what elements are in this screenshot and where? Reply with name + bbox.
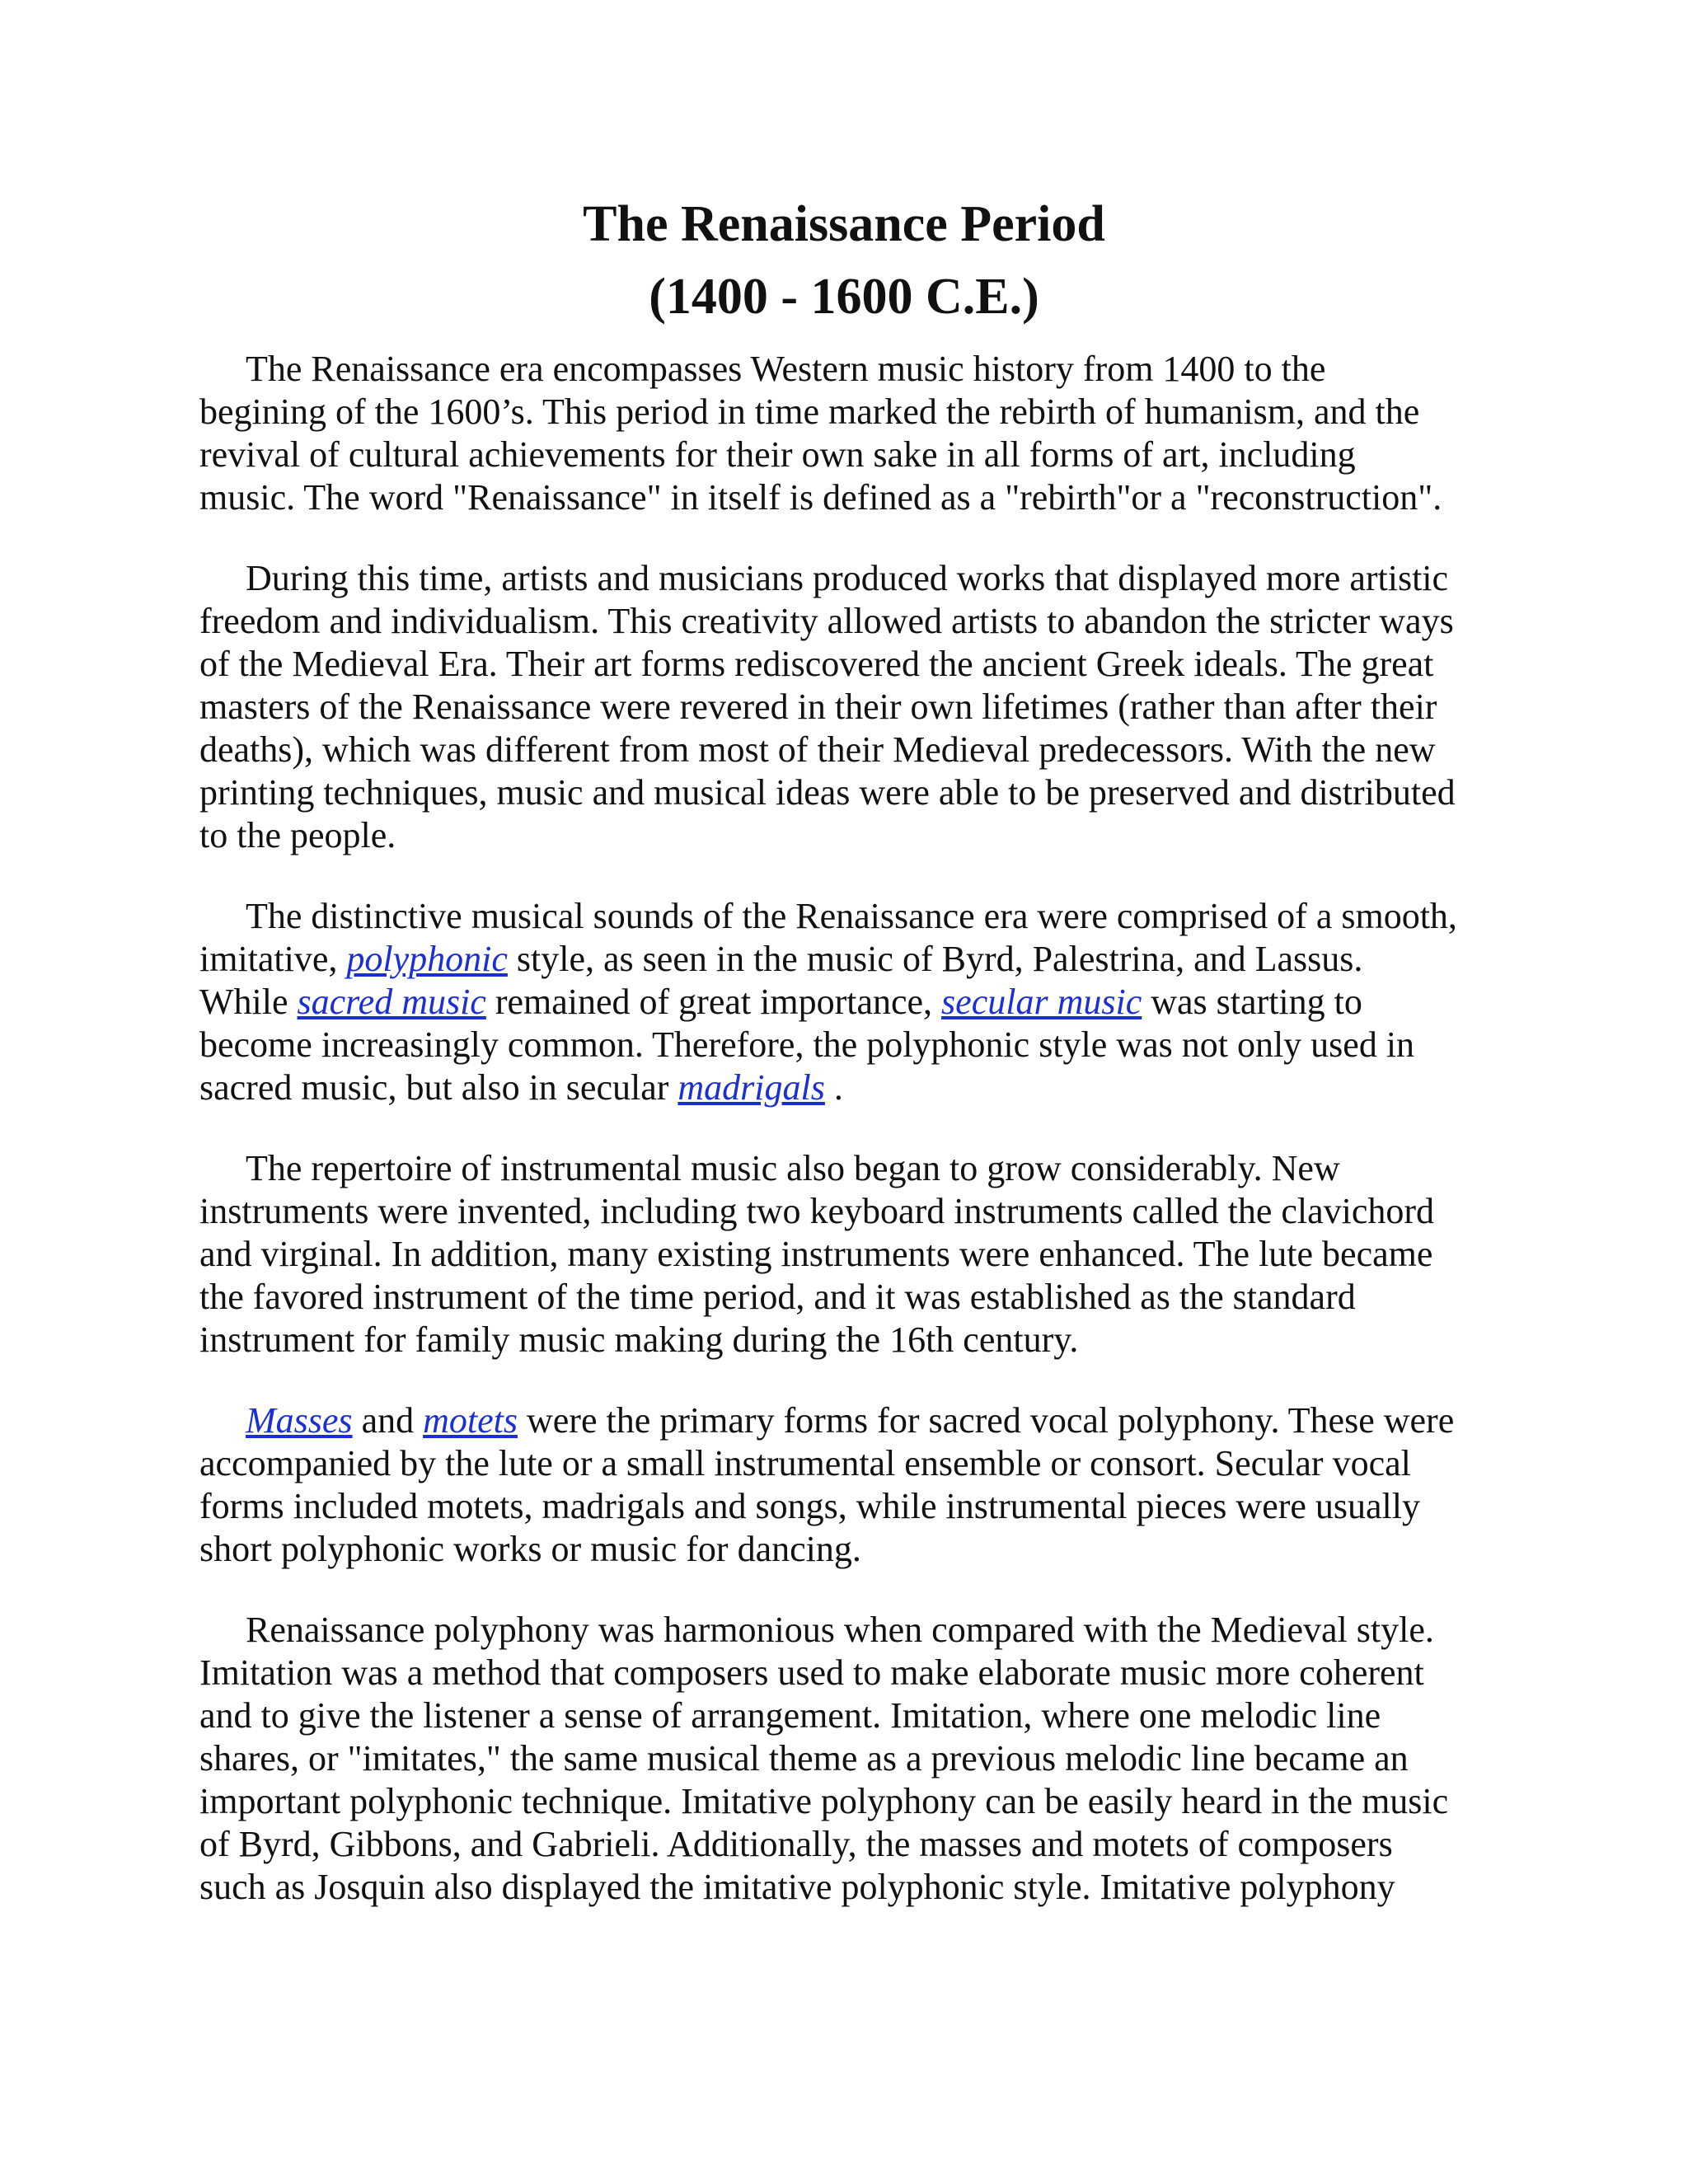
text-line: become increasingly common. Therefore, the polyphonic style was not only used in	[199, 1024, 1415, 1065]
text-line: such as Josquin also displayed the imitative polyphonic style. Imitative polyphony	[199, 1867, 1395, 1907]
text-line: masters of the Renaissance were revered in their own lifetimes (rather than after their	[199, 687, 1437, 727]
link-motets[interactable]: motets	[423, 1400, 518, 1441]
text-line: accompanied by the lute or a small instrumental ensemble or consort. Secular vocal	[199, 1443, 1411, 1483]
text-segment: While	[199, 982, 298, 1022]
text-line: printing techniques, music and musical ideas were able to be preserved and distributed	[199, 772, 1456, 813]
paragraph-6	[199, 1609, 1535, 1909]
text-line: forms included motets, madrigals and songs, while instrumental pieces were usually	[199, 1486, 1421, 1526]
text-segment: and	[352, 1400, 424, 1441]
text-line: of Byrd, Gibbons, and Gabrieli. Additionally, the masses and motets of composers	[199, 1824, 1393, 1864]
text-line	[199, 1066, 1535, 1109]
link-polyphonic[interactable]: polyphonic	[346, 939, 508, 979]
link-madrigals[interactable]: madrigals	[678, 1067, 825, 1108]
text-line: freedom and individualism. This creativity allowed artists to abandon the stricter ways	[199, 601, 1454, 641]
text-line	[199, 981, 1535, 1024]
text-line: short polyphonic works or music for dancing.	[199, 1529, 861, 1569]
text-line: revival of cultural achievements for their own sake in all forms of art, including	[199, 434, 1356, 475]
text-line: deaths), which was different from most of their Medieval predecessors. With the new	[199, 729, 1436, 770]
text-line: important polyphonic technique. Imitative polyphony can be easily heard in the music	[199, 1781, 1449, 1821]
text-segment: were the primary forms for sacred vocal polyphony. These were	[517, 1400, 1455, 1441]
text-segment: was starting to	[1142, 982, 1362, 1022]
text-line: Imitation was a method that composers used to make elaborate music more coherent	[199, 1652, 1424, 1693]
link-sacred-music[interactable]: sacred music	[297, 982, 486, 1022]
text-line: begining of the 1600’s. This period in time marked the rebirth of humanism, and the	[199, 391, 1420, 432]
text-segment: imitative,	[199, 939, 347, 979]
title-line-2: (1400 - 1600 C.E.)	[649, 269, 1039, 325]
link-secular-music[interactable]: secular music	[941, 982, 1142, 1022]
text-segment: remained of great importance,	[485, 982, 942, 1022]
text-line	[199, 1399, 1535, 1442]
text-line: The distinctive musical sounds of the Renaissance era were comprised of a smooth,	[246, 896, 1457, 936]
text-line: music. The word "Renaissance" in itself is defined as a "rebirth"or a "reconstruction".	[199, 477, 1442, 518]
text-line: of the Medieval Era. Their art forms rediscovered the ancient Greek ideals. The great	[199, 644, 1434, 684]
title-line-1: The Renaissance Period	[583, 196, 1105, 252]
paragraph-4	[199, 1147, 1535, 1361]
text-line: and virginal. In addition, many existing instruments were enhanced. The lute became	[199, 1234, 1433, 1274]
paragraph-3	[199, 895, 1535, 1109]
text-line: instruments were invented, including two keyboard instruments called the clavichord	[199, 1191, 1435, 1231]
text-line: the favored instrument of the time period, and it was established as the standard	[199, 1277, 1356, 1317]
paragraph-1	[199, 348, 1535, 519]
paragraph-2	[199, 557, 1535, 857]
paragraph-5	[199, 1399, 1535, 1571]
page-title	[0, 188, 1688, 333]
text-line	[199, 938, 1535, 981]
text-line: instrument for family music making during the 16th century.	[199, 1319, 1079, 1360]
text-line: Renaissance polyphony was harmonious when compared with the Medieval style.	[246, 1610, 1434, 1650]
text-line: The repertoire of instrumental music also began to grow considerably. New	[246, 1148, 1340, 1188]
document-body	[199, 348, 1535, 1947]
text-segment: sacred music, but also in secular	[199, 1067, 678, 1108]
text-segment: style, as seen in the music of Byrd, Palestrina, and Lassus.	[507, 939, 1363, 979]
text-line: The Renaissance era encompasses Western music history from 1400 to the	[246, 349, 1326, 389]
text-line: and to give the listener a sense of arrangement. Imitation, where one melodic line	[199, 1695, 1381, 1736]
link-masses[interactable]: Masses	[246, 1400, 353, 1441]
text-line: to the people.	[199, 815, 396, 855]
text-line: During this time, artists and musicians produced works that displayed more artistic	[246, 558, 1449, 598]
text-segment: .	[824, 1067, 843, 1108]
text-line: shares, or "imitates," the same musical theme as a previous melodic line became an	[199, 1738, 1409, 1779]
